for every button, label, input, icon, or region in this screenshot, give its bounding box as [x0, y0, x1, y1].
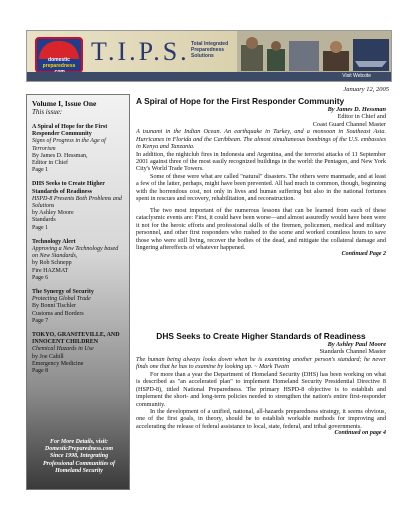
- domestic-preparedness-logo[interactable]: [35, 37, 83, 73]
- continued-link[interactable]: Continued Page 2: [341, 251, 386, 258]
- sidebar-item-dhs-standards[interactable]: [32, 181, 124, 231]
- byline-role: Standards Channel Master: [319, 348, 386, 356]
- sidebar-item-title: A Spiral of Hope for the First Responder Community: [32, 124, 108, 138]
- sidebar-item-subtitle: HSPD-8 Presents Both Problems and Solutions: [32, 195, 122, 210]
- byline-role: Editor in Chief and: [337, 113, 386, 121]
- issue-date: January 12, 2005: [343, 86, 389, 93]
- article-byline: [136, 341, 386, 356]
- sidebar-item-role: Customs and Borders: [32, 310, 84, 317]
- sidebar-contents: [26, 94, 130, 490]
- sidebar-item-spiral-of-hope[interactable]: [32, 124, 124, 174]
- header-banner: [26, 30, 392, 82]
- logo-line1: domestic: [48, 57, 70, 63]
- photo-collage-graphic: [237, 31, 392, 73]
- sidebar-item-title: TOKYO, GRANITEVILLE, AND INNOCENT CHILDREN: [32, 332, 120, 346]
- sidebar-item-role: Standards: [32, 217, 56, 224]
- article-spiral-of-hope: [136, 96, 386, 257]
- article-title: A Spiral of Hope for the First Responder Community: [136, 96, 345, 106]
- article-paragraph: The two most important of the numerous lessons that can be learned from each of these cataclysmic events are: First, it could have been worse—and almost assuredly would have been were it not for the heroic efforts and professional skills of the firemen, policemen, medical and military personnel, and other first responders who rushed to the scene and worked countless hours to save those who were still living, recover the bodies of the dead, and mitigate the collateral damage and lingering aftereffects of whatever happened.: [136, 206, 386, 252]
- sidebar-item-author: by Ashley Moore: [32, 210, 74, 217]
- article-dhs-standards: [136, 331, 386, 436]
- sidebar-item-role: Editor in Chief: [32, 160, 68, 167]
- sidebar-item-role: Fire HAZMAT: [32, 267, 69, 274]
- byline-name: By James D. Hessman: [327, 106, 386, 113]
- article-paragraph: For more than a year the Department of Homeland Security (DHS) has been working on what is described as "an accelerated plan" to implement Homeland Security Presidential Directive 8 (HSPD-8), titled National Preparedness. The primary HSPD-8 objective is to establish and implement the short- and long-term policies needed to strengthen the nation's entire first-responder community.: [136, 370, 386, 408]
- footer-line4: Professional Communities of: [42, 460, 115, 467]
- article-byline: [136, 106, 386, 128]
- article-title: DHS Seeks to Create Higher Standards of Readiness: [156, 331, 366, 341]
- sidebar-item-author: By James D. Hessman,: [32, 152, 88, 159]
- byline-name: By Ashley Paul Moore: [327, 341, 386, 348]
- sidebar-item-tokyo-graniteville[interactable]: [32, 332, 124, 375]
- sidebar-item-title: DHS Seeks to Create Higher Standards of Readiness: [32, 181, 105, 195]
- article-paragraph: In the development of a unified, national, all-hazards preparedness strategy, it seems obvious, one of the first goals, in theory, should be to establish workable methods for improving and accelerating the release of federal assistance to local, state, federal, and tribal governments.: [136, 407, 386, 430]
- sidebar-item-subtitle: Signs of Progress in the Age of Terrorism: [32, 138, 106, 152]
- sidebar-item-page: Page 7: [32, 317, 49, 324]
- footer-line1: For More Details, visit:: [50, 438, 108, 445]
- sidebar-item-page: Page 6: [32, 274, 49, 281]
- sidebar-item-subtitle: Protecting Global Trade: [32, 296, 91, 303]
- footer-line3: Since 1998, Integrating: [49, 453, 109, 460]
- sidebar-item-technology-alert[interactable]: [32, 239, 124, 282]
- article-paragraph: In addition, the nightclub fires in Indonesia and Argentina, and the terrorist attacks of 11 September 2001 against three of the most easily recognized buildings in the world: the Pentagon, and New York City's World Trade Towers.: [136, 150, 386, 173]
- sidebar-item-title: The Synergy of Security: [32, 289, 94, 296]
- sidebar-item-subtitle: Approving a New Technology based on New Standards,: [32, 246, 119, 260]
- sidebar-item-role: Emergency Medicine: [32, 360, 84, 367]
- banner-bottom-strip: [27, 72, 392, 81]
- continued-link[interactable]: Continued on page 4: [334, 430, 386, 437]
- banner-photo-collage: [237, 31, 392, 73]
- article-lead: A tsunami in the Indian Ocean. An earthquake in Turkey, and a monsoon in Southeast Asia. Hurricanes in Florida and the Caribbean. The almost simultaneous bombings of the U.S. embassies in Kenya and Tanzania.: [136, 128, 386, 151]
- sidebar-item-page: Page 1: [32, 224, 49, 231]
- sidebar-item-title: Technology Alert: [32, 238, 76, 245]
- article-quote: The human being always looks down when he is examining another person's standard; he never finds one that he has to examine by looking up. ~ Mark Twain: [136, 355, 386, 371]
- volume-label: Volume I, Issue One: [32, 99, 97, 108]
- sidebar-item-synergy-of-security[interactable]: [32, 289, 124, 325]
- sidebar-item-page: Page 8: [32, 368, 49, 375]
- sidebar-item-page: Page 1: [32, 167, 49, 174]
- this-issue-label: This issue:: [32, 108, 63, 116]
- byline-role: Coast Guard Channel Master: [312, 120, 386, 128]
- article-paragraph: Some of these were what are called "natural" disasters. The others were manmade, and at least a few of the latter, perhaps, might have been prevented. All had much in common, though, beginning with the horrendous cost, not only in lives and human suffering but also in the national fortunes spent in rescues and recovery, rehabilitation, and reconstruction.: [136, 172, 386, 203]
- sidebar-item-author: by Rob Schnepp: [32, 260, 72, 267]
- tips-subtitle: Total Integrated Preparedness Solutions: [191, 41, 229, 59]
- tips-title: T.I.P.S.: [91, 37, 190, 66]
- sidebar-item-author: By Bonni Tischler: [32, 303, 77, 310]
- logo-line2: preparedness: [42, 63, 76, 69]
- sidebar-item-subtitle: Chemical Hazards in Use: [32, 346, 94, 353]
- sidebar-footer: [31, 439, 127, 475]
- visit-website-link[interactable]: Visit Website: [342, 73, 371, 79]
- footer-line5: Homeland Security: [55, 467, 103, 474]
- sidebar-item-author: by Joe Cahill: [32, 353, 64, 360]
- footer-website-link[interactable]: DomesticPreparedness.com: [44, 446, 114, 453]
